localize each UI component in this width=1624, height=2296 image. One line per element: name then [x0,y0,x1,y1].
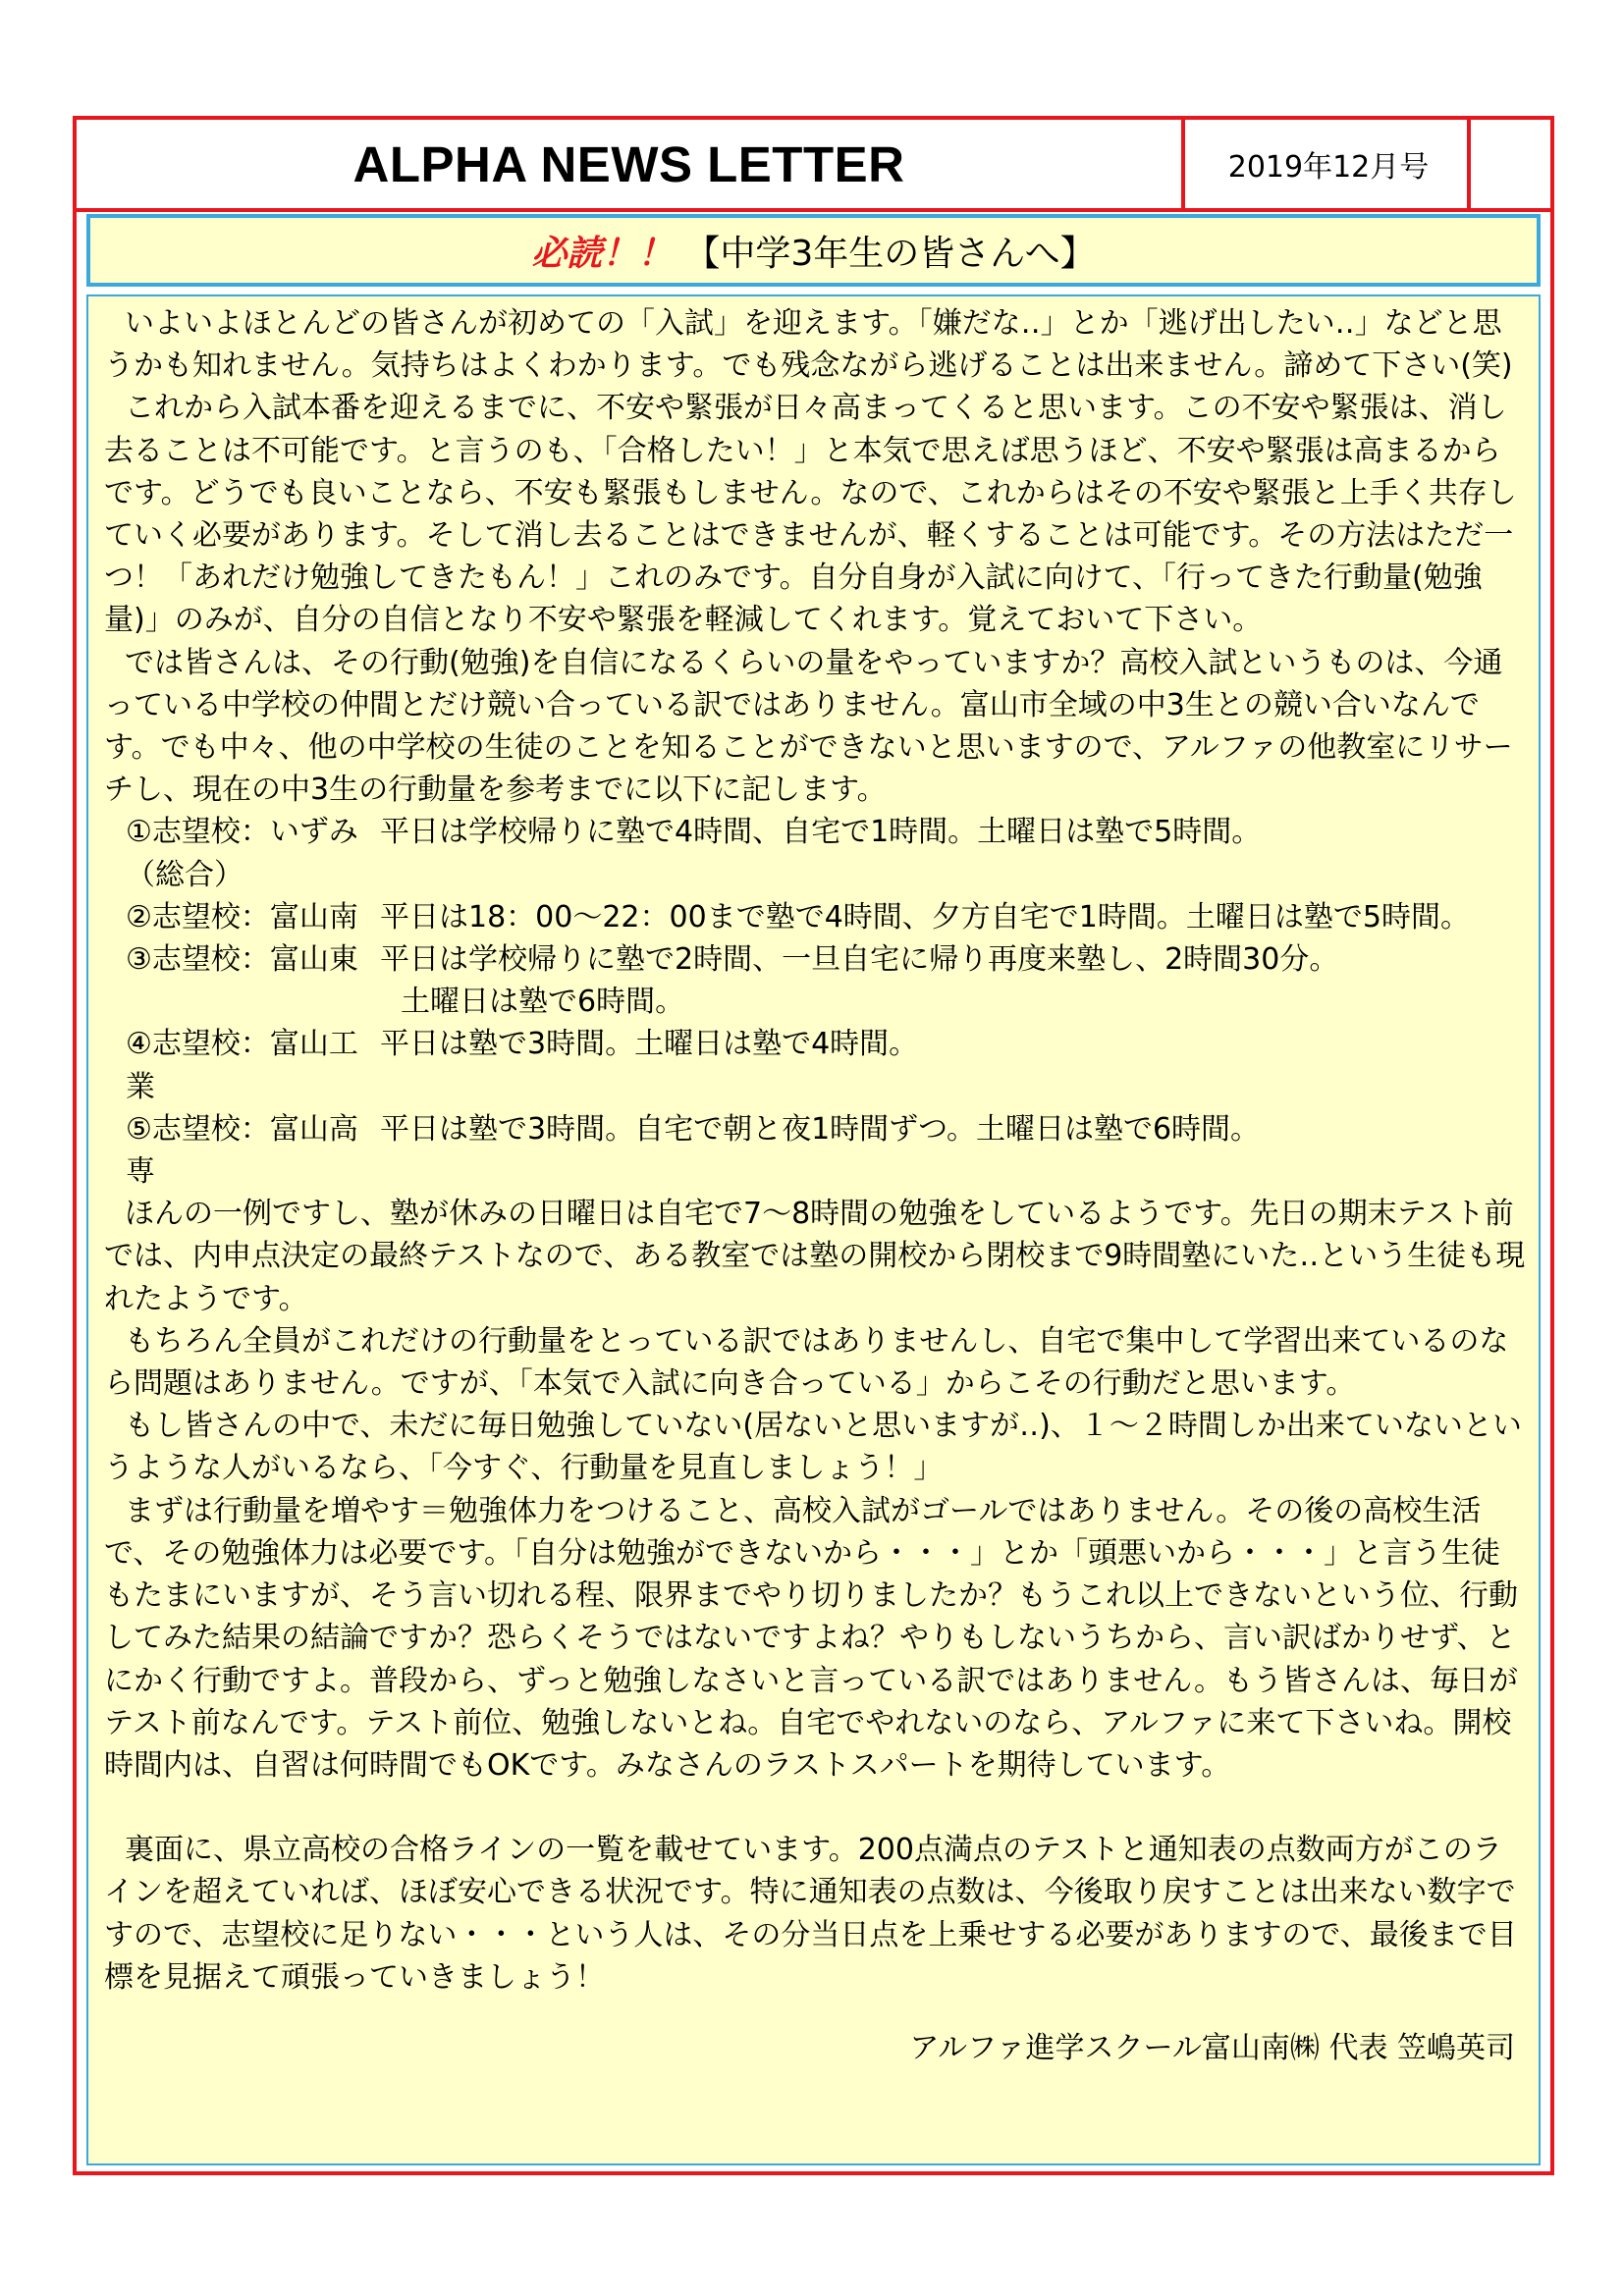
paragraph-spacer [104,1787,1528,1829]
issue-date: 2019年12月号 [1227,150,1430,185]
paragraph-7: まずは行動量を増やす＝勉強体力をつけること、高校入試がゴールではありません。その後の高校生活で、その勉強体力は必要です。「自分は勉強ができないから・・・」とか「頭悪いから・・・」と言う生徒もたまにいますが、そう言い切れる程、限界までやり切りましたか？もうこれ以上できないという位、行動してみた結果の結論ですか？恐らくそうではないですよね？やりもしないうちから、言い訳ばかりせず、とにかく行動ですよ。普段から、ずっと勉強しなさいと言っている訳ではありません。もう皆さんは、毎日がテスト前なんです。テスト前位、勉強しないとね。自宅でやれないのなら、アルファに来て下さいね。開校時間内は、自習は何時間でもOKです。みなさんのラストスパートを期待しています。 [104,1493,1518,1783]
signature: アルファ進学スクール富山南㈱ 代表 笠嶋英司 [909,2031,1515,2065]
list-item: ②志望校：富山南 平日は18：00～22：00まで塾で4時間、夕方自宅で1時間。土曜日は塾で5時間。 [126,899,1470,934]
study-schedule-list [104,811,1528,1193]
header-separator-right [1467,120,1471,208]
paragraph-1: いよいよほとんどの皆さんが初めての「入試」を迎えます。「嫌だな‥」とか「逃げ出したい‥」などと思うかも知れません。気持ちはよくわかります。でも残念ながら逃げることは出来ません。諦めて下さい(笑) [104,306,1513,384]
article-body [104,302,1528,1999]
paragraph-3: では皆さんは、その行動(勉強)を自信になるくらいの量をやっていますか？高校入試というものは、今通っている中学校の仲間とだけ競い合っている訳ではありません。富山市全域の中3生との競い合いなんです。でも中々、他の中学校の生徒のことを知ることができないと思いますので、アルファの他教室にリサーチし、現在の中3生の行動量を参考までに以下に記します。 [104,645,1513,808]
newsletter-title: ALPHA NEWS LETTER [352,135,905,192]
header-divider [77,208,1550,212]
list-item: ③志望校：富山東 平日は学校帰りに塾で2時間、一旦自宅に帰り再度来塾し、2時間30分。 [126,942,1339,978]
paragraph-4: ほんの一例ですし、塾が休みの日曜日は自宅で7～8時間の勉強をしているようです。先日の期末テスト前では、内申点決定の最終テストなので、ある教室では塾の開校から閉校まで9時間塾にいた‥という生徒も現れたようです。 [104,1197,1526,1316]
audience-label: 【中学3年生の皆さんへ】 [684,233,1096,274]
paragraph-5: もちろん全員がこれだけの行動量をとっている訳ではありませんし、自宅で集中して学習出来ているのなら問題はありません。ですが、「本気で入試に向き合っている」からこその行動だと思います。 [104,1323,1509,1402]
list-item: ④志望校：富山工業 平日は塾で3時間。土曜日は塾で4時間。 [126,1027,919,1104]
header-separator-left [1181,120,1185,208]
paragraph-6: もし皆さんの中で、未だに毎日勉強していない(居ないと思いますが‥)、１～２時間しか出来ていないというような人がいるなら、「今すぐ、行動量を見直しましょう！」 [104,1409,1522,1486]
paragraph-8: 裏面に、県立高校の合格ラインの一覧を載せています。200点満点のテストと通知表の点数両方がこのラインを超えていれば、ほぼ安心できる状況です。特に通知表の点数は、今後取り戻すことは出来ない数字ですので、志望校に足りない・・・という人は、その分当日点を上乗せする必要がありますので、最後まで目標を見据えて頑張っていきましょう！ [104,1833,1517,1995]
list-item: 土曜日は塾で6時間。 [401,985,685,1020]
list-item: ①志望校：いずみ（総合） 平日は学校帰りに塾で4時間、自宅で1時間。土曜日は塾で5時間。 [126,815,1262,892]
must-read-label: 必読！！ [531,233,674,274]
list-item: ⑤志望校：富山高専 平日は塾で3時間。自宅で朝と夜1時間ずつ。土曜日は塾で6時間。 [126,1111,1261,1190]
headline-banner [86,214,1541,287]
paragraph-2: これから入試本番を迎えるまでに、不安や緊張が日々高まってくると思います。この不安や緊張は、消し去ることは不可能です。と言うのも、「合格したい！」と本気で思えば思うほど、不安や緊張は高まるからです。どうでも良いことなら、不安も緊張もしません。なので、これからはその不安や緊張と上手く共存していく必要があります。そして消し去ることはできませんが、軽くすることは可能です。その方法はただ一つ！「あれだけ勉強してきたもん！」これのみです。自分自身が入試に向けて、「行ってきた行動量(勉強量)」のみが、自分の自信となり不安や緊張を軽減してくれます。覚えておいて下さい。 [104,391,1517,638]
